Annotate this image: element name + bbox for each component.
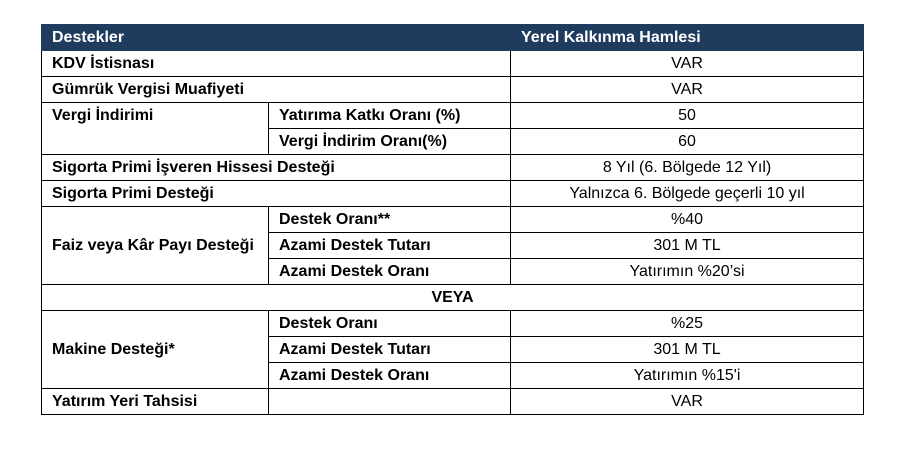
- sub-value-katki: 50: [511, 103, 864, 129]
- row-label-vergi: Vergi İndirimi: [42, 103, 269, 155]
- row-label-sigorta-isveren: Sigorta Primi İşveren Hissesi Desteği: [42, 155, 511, 181]
- row-label-kdv: KDV İstisnası: [42, 51, 511, 77]
- sub-label-makine-tutar: Azami Destek Tutarı: [269, 337, 511, 363]
- row-value-gumruk: VAR: [511, 77, 864, 103]
- sub-label-faiz-oran: Destek Oranı**: [269, 207, 511, 233]
- row-label-yer: Yatırım Yeri Tahsisi: [42, 389, 269, 415]
- sub-label-makine-oran: Destek Oranı: [269, 311, 511, 337]
- table-row: [42, 311, 864, 337]
- sub-value-faiz-oran: %40: [511, 207, 864, 233]
- row-value-kdv: VAR: [511, 51, 864, 77]
- support-table: [41, 24, 864, 415]
- header-supports: Destekler: [42, 25, 511, 51]
- table-row: [42, 103, 864, 129]
- sub-label-indirim: Vergi İndirim Oranı(%): [269, 129, 511, 155]
- table-row: [42, 51, 864, 77]
- sub-value-indirim: 60: [511, 129, 864, 155]
- sub-label-faiz-tutar: Azami Destek Tutarı: [269, 233, 511, 259]
- row-label-makine: Makine Desteği*: [42, 311, 269, 389]
- sub-value-faiz-tutar: 301 M TL: [511, 233, 864, 259]
- row-value-sigorta-isveren: 8 Yıl (6. Bölgede 12 Yıl): [511, 155, 864, 181]
- sub-value-makine-azami-oran: Yatırımın %15'i: [511, 363, 864, 389]
- sub-value-faiz-azami-oran: Yatırımın %20’si: [511, 259, 864, 285]
- row-value-yer: VAR: [511, 389, 864, 415]
- row-value-sigorta: Yalnızca 6. Bölgede geçerli 10 yıl: [511, 181, 864, 207]
- header-local-development: Yerel Kalkınma Hamlesi: [511, 25, 864, 51]
- sub-label-faiz-azami-oran: Azami Destek Oranı: [269, 259, 511, 285]
- row-label-sigorta: Sigorta Primi Desteği: [42, 181, 511, 207]
- row-empty-cell: [269, 389, 511, 415]
- header-row: [42, 25, 864, 51]
- row-label-faiz: Faiz veya Kâr Payı Desteği: [42, 207, 269, 285]
- table-row: [42, 285, 864, 311]
- table-row: [42, 77, 864, 103]
- table-row: [42, 389, 864, 415]
- sub-label-katki: Yatırıma Katkı Oranı (%): [269, 103, 511, 129]
- table-row: [42, 155, 864, 181]
- sub-value-makine-oran: %25: [511, 311, 864, 337]
- sub-label-makine-azami-oran: Azami Destek Oranı: [269, 363, 511, 389]
- row-label-gumruk: Gümrük Vergisi Muafiyeti: [42, 77, 511, 103]
- veya-separator: VEYA: [42, 285, 864, 311]
- sub-value-makine-tutar: 301 M TL: [511, 337, 864, 363]
- table-row: [42, 181, 864, 207]
- table-row: [42, 207, 864, 233]
